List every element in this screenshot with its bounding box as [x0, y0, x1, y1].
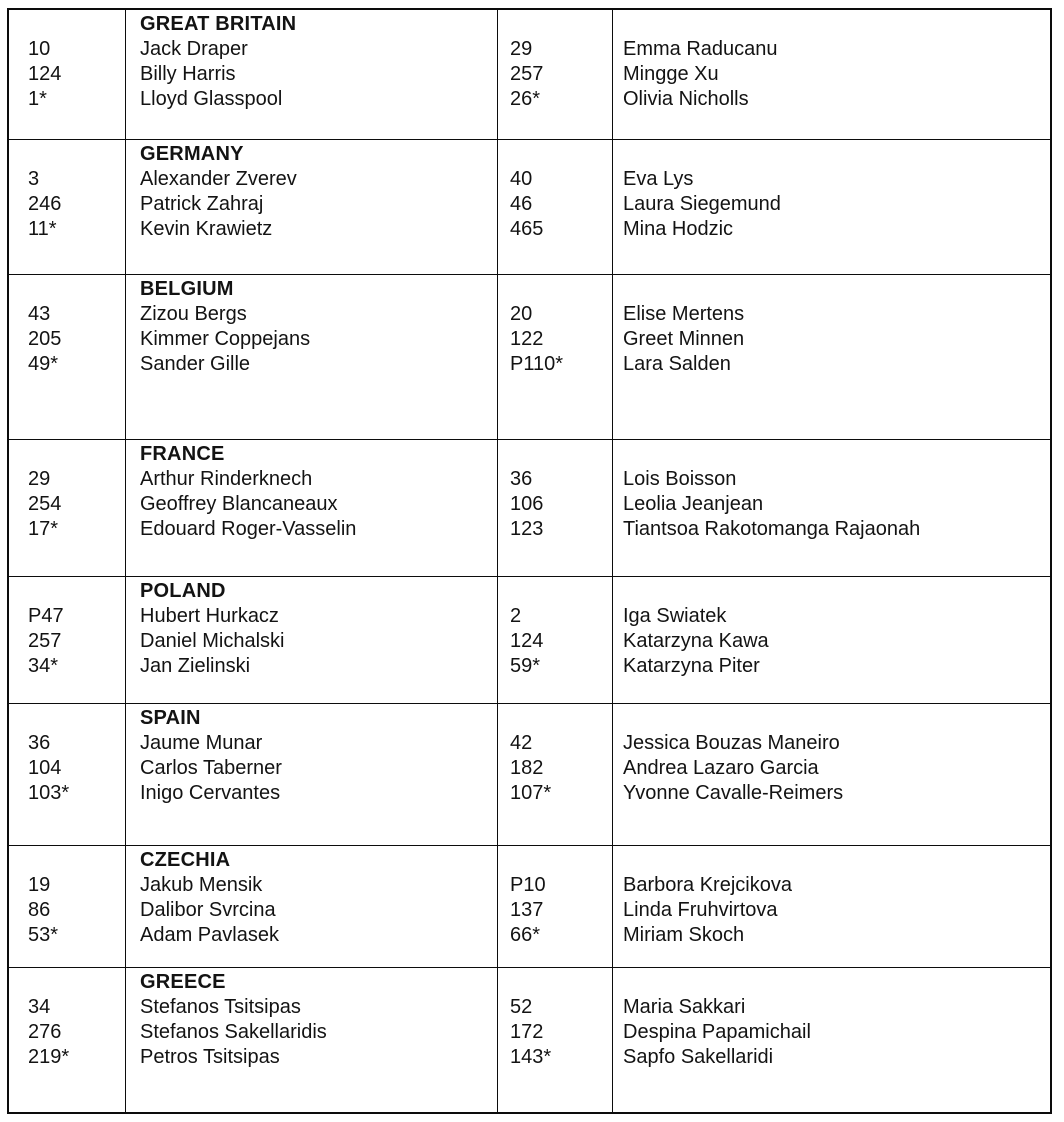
women-rank-1: 40 [510, 168, 533, 190]
women-player-1: Iga Swiatek [623, 605, 727, 627]
men-rank-3: 34* [28, 655, 59, 677]
women-rank-2: 124 [510, 630, 544, 652]
women-rank-3: 59* [510, 655, 541, 677]
spacer-line [623, 970, 1050, 995]
women-player-3: Yvonne Cavalle-Reimers [623, 782, 844, 804]
men-rank-3: 103* [28, 782, 70, 804]
men-player-3: Adam Pavlasek [140, 924, 279, 946]
country-row [9, 577, 1050, 704]
men-player-2: Dalibor Svrcina [140, 899, 276, 921]
women-player-1: Eva Lys [623, 168, 694, 190]
men-rank-2: 257 [28, 630, 62, 652]
men-player-2: Stefanos Sakellaridis [140, 1021, 327, 1043]
men-rank-1: 36 [28, 732, 51, 754]
spacer-line [28, 970, 125, 995]
women-player-2: Mingge Xu [623, 63, 719, 85]
women-rank-1: 2 [510, 605, 522, 627]
women-rank-cell [498, 704, 613, 845]
women-rank-2: 46 [510, 193, 533, 215]
team-roster-table [7, 8, 1052, 1114]
men-player-1: Stefanos Tsitsipas [140, 996, 301, 1018]
men-rank-cell [9, 968, 126, 1112]
women-name-cell [613, 275, 1050, 439]
men-name-cell [126, 440, 498, 576]
spacer-line [28, 142, 125, 167]
country-row [9, 704, 1050, 846]
men-rank-1: 43 [28, 303, 51, 325]
spacer-line [623, 442, 1050, 467]
women-player-1: Emma Raducanu [623, 38, 778, 60]
women-player-2: Despina Papamichail [623, 1021, 811, 1043]
men-rank-cell [9, 275, 126, 439]
women-name-cell [613, 10, 1050, 139]
women-rank-3: 465 [510, 218, 544, 240]
spacer-line [510, 706, 612, 731]
men-name-cell [126, 846, 498, 967]
men-player-2: Geoffrey Blancaneaux [140, 493, 338, 515]
spacer-line [510, 442, 612, 467]
women-rank-2: 182 [510, 757, 544, 779]
country-name: SPAIN [140, 707, 201, 729]
men-player-2: Carlos Taberner [140, 757, 282, 779]
spacer-line [28, 579, 125, 604]
men-player-3: Jan Zielinski [140, 655, 251, 677]
men-player-3: Edouard Roger-Vasselin [140, 518, 357, 540]
men-player-2: Kimmer Coppejans [140, 328, 311, 350]
men-rank-3: 49* [28, 353, 59, 375]
men-rank-3: 219* [28, 1046, 70, 1068]
country-row [9, 10, 1050, 140]
men-player-1: Jack Draper [140, 38, 248, 60]
country-row [9, 846, 1050, 968]
men-rank-1: P47 [28, 605, 64, 627]
spacer-line [623, 848, 1050, 873]
women-player-2: Greet Minnen [623, 328, 745, 350]
men-player-1: Jaume Munar [140, 732, 263, 754]
spacer-line [623, 706, 1050, 731]
men-rank-3: 17* [28, 518, 59, 540]
women-rank-3: 26* [510, 88, 541, 110]
men-player-1: Jakub Mensik [140, 874, 263, 896]
women-player-1: Maria Sakkari [623, 996, 746, 1018]
men-rank-cell [9, 10, 126, 139]
men-rank-cell [9, 440, 126, 576]
men-rank-cell [9, 140, 126, 274]
women-name-cell [613, 140, 1050, 274]
men-rank-cell [9, 846, 126, 967]
spacer-line [510, 848, 612, 873]
men-name-cell [126, 275, 498, 439]
women-rank-3: 143* [510, 1046, 552, 1068]
women-rank-cell [498, 968, 613, 1112]
men-rank-2: 254 [28, 493, 62, 515]
men-rank-2: 276 [28, 1021, 62, 1043]
men-rank-1: 10 [28, 38, 51, 60]
country-row [9, 440, 1050, 577]
women-rank-1: 52 [510, 996, 533, 1018]
women-player-3: Olivia Nicholls [623, 88, 749, 110]
men-rank-2: 205 [28, 328, 62, 350]
women-player-3: Katarzyna Piter [623, 655, 760, 677]
country-name: GREAT BRITAIN [140, 13, 297, 35]
women-player-3: Miriam Skoch [623, 924, 745, 946]
women-rank-cell [498, 140, 613, 274]
men-name-cell [126, 140, 498, 274]
women-rank-1: 29 [510, 38, 533, 60]
women-rank-2: 106 [510, 493, 544, 515]
men-player-3: Kevin Krawietz [140, 218, 273, 240]
men-rank-1: 34 [28, 996, 51, 1018]
men-rank-3: 1* [28, 88, 47, 110]
women-rank-1: 42 [510, 732, 533, 754]
spacer-line [623, 142, 1050, 167]
spacer-line [510, 277, 612, 302]
men-player-2: Daniel Michalski [140, 630, 285, 652]
men-player-1: Hubert Hurkacz [140, 605, 279, 627]
women-name-cell [613, 968, 1050, 1112]
women-rank-cell [498, 10, 613, 139]
women-rank-3: 123 [510, 518, 544, 540]
women-player-2: Katarzyna Kawa [623, 630, 769, 652]
spacer-line [28, 442, 125, 467]
country-name: FRANCE [140, 443, 225, 465]
women-rank-1: P10 [510, 874, 546, 896]
spacer-line [510, 970, 612, 995]
men-name-cell [126, 577, 498, 703]
women-rank-cell [498, 846, 613, 967]
women-player-3: Sapfo Sakellaridi [623, 1046, 774, 1068]
women-rank-2: 122 [510, 328, 544, 350]
spacer-line [510, 12, 612, 37]
women-rank-3: 66* [510, 924, 541, 946]
men-rank-cell [9, 577, 126, 703]
men-rank-2: 86 [28, 899, 51, 921]
men-player-3: Sander Gille [140, 353, 251, 375]
spacer-line [28, 277, 125, 302]
men-rank-2: 104 [28, 757, 62, 779]
women-player-2: Andrea Lazaro Garcia [623, 757, 819, 779]
spacer-line [28, 12, 125, 37]
men-rank-1: 29 [28, 468, 51, 490]
men-player-1: Alexander Zverev [140, 168, 297, 190]
women-name-cell [613, 846, 1050, 967]
men-player-2: Billy Harris [140, 63, 236, 85]
country-name: GREECE [140, 971, 226, 993]
spacer-line [510, 142, 612, 167]
women-rank-1: 36 [510, 468, 533, 490]
country-row [9, 275, 1050, 440]
women-rank-1: 20 [510, 303, 533, 325]
men-player-3: Inigo Cervantes [140, 782, 281, 804]
women-player-3: Mina Hodzic [623, 218, 734, 240]
country-name: CZECHIA [140, 849, 231, 871]
women-name-cell [613, 704, 1050, 845]
men-rank-2: 246 [28, 193, 62, 215]
women-rank-2: 172 [510, 1021, 544, 1043]
men-player-2: Patrick Zahraj [140, 193, 264, 215]
women-name-cell [613, 577, 1050, 703]
country-row [9, 968, 1050, 1112]
men-rank-1: 19 [28, 874, 51, 896]
men-rank-1: 3 [28, 168, 40, 190]
women-player-1: Barbora Krejcikova [623, 874, 792, 896]
women-rank-2: 257 [510, 63, 544, 85]
men-rank-2: 124 [28, 63, 62, 85]
women-rank-cell [498, 275, 613, 439]
spacer-line [28, 848, 125, 873]
men-player-1: Arthur Rinderknech [140, 468, 313, 490]
women-player-3: Lara Salden [623, 353, 731, 375]
women-rank-2: 137 [510, 899, 544, 921]
women-rank-3: P110* [510, 353, 564, 375]
country-row [9, 140, 1050, 275]
women-player-1: Lois Boisson [623, 468, 737, 490]
men-player-1: Zizou Bergs [140, 303, 247, 325]
country-name: BELGIUM [140, 278, 234, 300]
men-rank-3: 53* [28, 924, 59, 946]
women-player-1: Jessica Bouzas Maneiro [623, 732, 840, 754]
country-name: POLAND [140, 580, 226, 602]
men-name-cell [126, 968, 498, 1112]
women-player-2: Laura Siegemund [623, 193, 781, 215]
spacer-line [510, 579, 612, 604]
men-player-3: Petros Tsitsipas [140, 1046, 280, 1068]
men-name-cell [126, 10, 498, 139]
women-name-cell [613, 440, 1050, 576]
spacer-line [623, 12, 1050, 37]
men-rank-3: 11* [28, 218, 57, 240]
men-name-cell [126, 704, 498, 845]
spacer-line [28, 706, 125, 731]
women-player-3: Tiantsoa Rakotomanga Rajaonah [623, 518, 921, 540]
women-player-2: Linda Fruhvirtova [623, 899, 778, 921]
country-name: GERMANY [140, 143, 244, 165]
men-rank-cell [9, 704, 126, 845]
men-player-3: Lloyd Glasspool [140, 88, 283, 110]
women-player-1: Elise Mertens [623, 303, 745, 325]
women-player-2: Leolia Jeanjean [623, 493, 764, 515]
spacer-line [623, 277, 1050, 302]
women-rank-cell [498, 577, 613, 703]
women-rank-3: 107* [510, 782, 552, 804]
spacer-line [623, 579, 1050, 604]
women-rank-cell [498, 440, 613, 576]
